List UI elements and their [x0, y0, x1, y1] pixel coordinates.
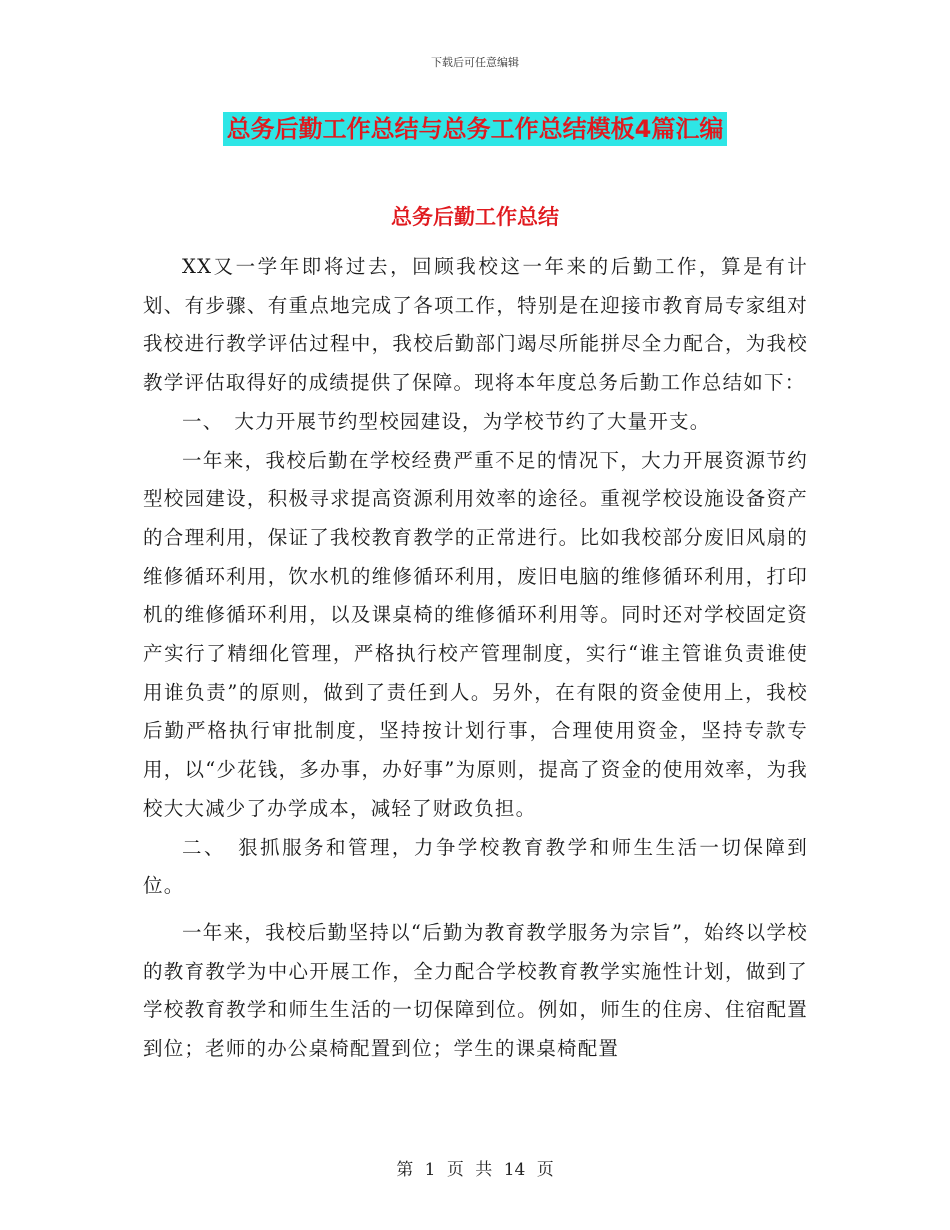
paragraph-body-2: 一年来，我校后勤坚持以“后勤为教育教学服务为宗旨”，始终以学校的教育教学为中心开展工作，全力配合学校教育教学实施性计划，做到了学校教育教学和师生生活的一切保障到位。例如，师生的住房、住宿配置到位；老师的办公桌椅配置到位；学生的课桌椅配置 — [143, 920, 808, 1061]
paragraph-heading-1: 一、 大力开展节约型校园建设，为学校节约了大量开支。 — [182, 409, 711, 433]
document-body — [143, 248, 808, 1069]
document-title: 总务后勤工作总结与总务工作总结模板4篇汇编 — [223, 112, 728, 146]
header-note: 下载后可任意编辑 — [431, 56, 519, 69]
paragraph-heading-2: 二、 狠抓服务和管理，力争学校教育教学和师生生活一切保障到位。 — [143, 835, 808, 898]
page-footer: 第 1 页 共 14 页 — [396, 1160, 554, 1180]
section-title: 总务后勤工作总结 — [391, 205, 559, 229]
document-title-container — [0, 112, 950, 146]
paragraph-body-1: 一年来，我校后勤在学校经费严重不足的情况下，大力开展资源节约型校园建设，积极寻求提高资源利用效率的途径。重视学校设施设备资产的合理利用，保证了我校教育教学的正常进行。比如我校部分废旧风扇的维修循环利用，饮水机的维修循环利用，废旧电脑的维修循环利用，打印机的维修循环利用，以及课桌椅的维修循环利用等。同时还对学校固定资产实行了精细化管理，严格执行校产管理制度，实行“谁主管谁负责谁使用谁负责”的原则，做到了责任到人。另外，在有限的资金使用上，我校后勤严格执行审批制度，坚持按计划行事，合理使用资金，坚持专款专用，以“少花钱，多办事，办好事”为原则，提高了资金的使用效率，为我校大大减少了办学成本，减轻了财政负担。 — [143, 448, 808, 820]
paragraph-intro: XX又一学年即将过去，回顾我校这一年来的后勤工作，算是有计划、有步骤、有重点地完成了各项工作，特别是在迎接市教育局专家组对我校进行教学评估过程中，我校后勤部门竭尽所能拼尽全力配合，为我校教学评估取得好的成绩提供了保障。现将本年度总务后勤工作总结如下： — [143, 255, 808, 395]
